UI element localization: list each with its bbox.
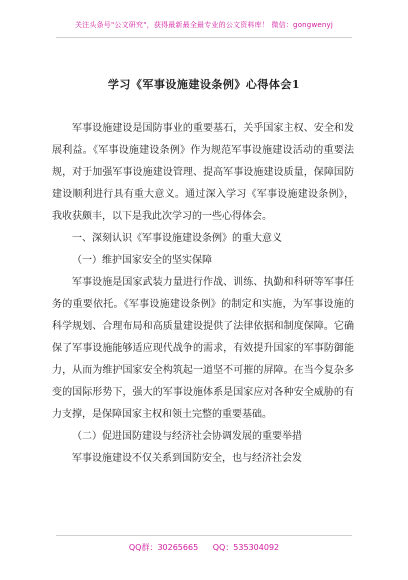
paragraph-intro: 军事设施建设是国防事业的重要基石，关乎国家主权、安全和发展利益。《军事设施建设条例》作为规范军事设施建设活动的重要法规，对于加强军事设施建设管理、提高军事设施建设质量，保障国防建设顺利进行具有重大意义。通过深入学习《军事设施建设条例》，我收获颇丰，以下是我此次学习的一些心得体会。 xyxy=(52,123,354,222)
paragraph-body: 军事设施建设不仅关系到国防安全，也与经济社会发 xyxy=(72,453,302,464)
document-title: 学习《军事设施建设条例》心得体会1 xyxy=(107,78,301,91)
section-heading: 一、深刻认识《军事设施建设条例》的重大意义 xyxy=(72,233,282,244)
footer-divider xyxy=(56,535,352,536)
paragraph-body: 军事设施是国家武装力量进行作战、训练、执勤和科研等军事任务的重要依托。《军事设施建设条例》的制定和实施，为军事设施的科学规划、合理布局和高质量建设提供了法律依据和制度保障。它确保了军事设施能够适应现代战争的需求，有效提升国家的军事防御能力，从而为维护国家安全构筑起一道坚不可摧的屏障。在当今复杂多变的国际形势下，强大的军事设施体系是国家应对各种安全威胁的有力支撑，是保障国家主权和领土完整的重要基础。 xyxy=(52,277,354,420)
footer-contact xyxy=(0,542,408,553)
footer-qq: QQ：535304092 xyxy=(212,543,280,552)
subsection-heading: （二）促进国防建设与经济社会协调发展的重要举措 xyxy=(72,431,302,442)
header-divider xyxy=(56,37,352,38)
document-body xyxy=(52,118,354,470)
header-note: 关注头条号"公文研究"，获得最新最全最专业的公文资料库！ 微信：gongwenyj xyxy=(74,21,334,29)
subsection-heading: （一）维护国家安全的坚实保障 xyxy=(72,255,212,266)
footer-qq-group: QQ群：30265665 xyxy=(128,543,199,552)
